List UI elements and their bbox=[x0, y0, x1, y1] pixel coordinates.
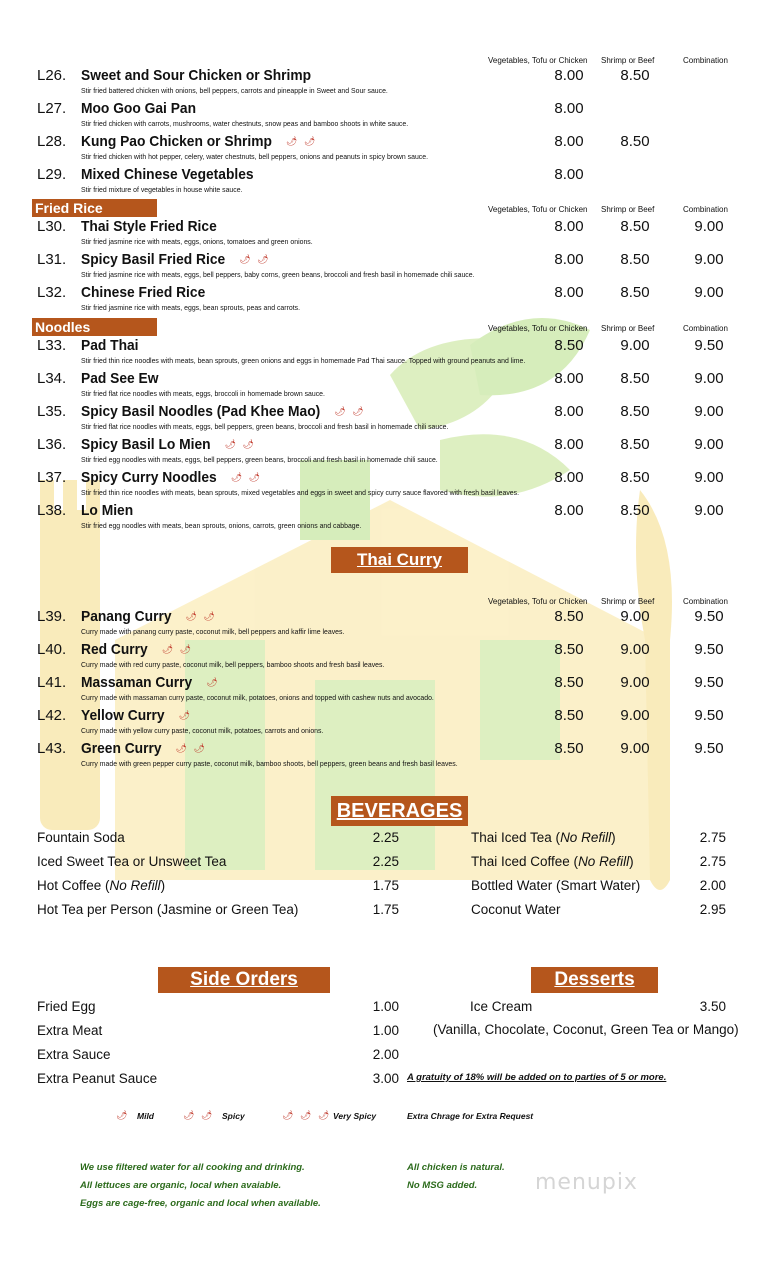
item-description: Stir fried chicken with hot pepper, celery, water chestnuts, bell peppers, onions and peanuts in spicy brown sauce. bbox=[81, 152, 428, 161]
price-shrimp: 8.50 bbox=[620, 67, 650, 84]
beverage-label: Bottled Water (Smart Water) bbox=[471, 878, 641, 893]
price-shrimp: 8.50 bbox=[620, 218, 650, 235]
price-shrimp: 9.00 bbox=[620, 740, 650, 757]
beverage-price: 2.75 bbox=[699, 830, 726, 845]
spicy-pepper-icon: 🌶 🌶 bbox=[224, 439, 256, 449]
item-name: Lo Mien bbox=[81, 502, 134, 519]
item-code: L39. bbox=[37, 608, 67, 625]
beverage-price: 2.25 bbox=[372, 830, 399, 845]
item-description: Curry made with green pepper curry paste, coconut milk, bamboo shoots, bell peppers, green beans and fresh basil leaves. bbox=[81, 759, 458, 768]
col-header-shrimp: Shrimp or Beef bbox=[601, 597, 655, 606]
item-name: Kung Pao Chicken or Shrimp bbox=[81, 133, 272, 150]
item-description: Stir fried egg noodles with meats, bean sprouts, onions, carrots, green onions and cabbage. bbox=[81, 521, 362, 530]
dessert-flavors: (Vanilla, Chocolate, Coconut, Green Tea or Mango) bbox=[433, 1022, 739, 1037]
no-refill-note: No Refill bbox=[560, 830, 612, 845]
item-code: L43. bbox=[37, 740, 67, 757]
item-code: L42. bbox=[37, 707, 67, 724]
note-lettuces: All lettuces are organic, local when avaiable. bbox=[80, 1180, 282, 1191]
side-orders-section-title: Side Orders bbox=[158, 967, 330, 993]
price-combo: 9.00 bbox=[694, 403, 724, 420]
price-combo: 9.00 bbox=[694, 284, 724, 301]
item-description: Stir fried thin rice noodles with meats, bean sprouts, mixed vegetables and eggs in sweet and spicy curry sauce flavored with fresh basil leaves. bbox=[81, 488, 519, 497]
legend-very-spicy: Very Spicy bbox=[333, 1111, 377, 1121]
spicy-pepper-icon: 🌶 🌶 bbox=[185, 611, 217, 621]
side-order-name: Extra Peanut Sauce bbox=[37, 1071, 158, 1086]
item-description: Stir fried chicken with carrots, mushrooms, water chestnuts, snow peas and bamboo shoots in white sauce. bbox=[81, 119, 409, 128]
side-order-name: Extra Sauce bbox=[37, 1047, 111, 1062]
beverage-price: 2.00 bbox=[699, 878, 726, 893]
price-shrimp: 8.50 bbox=[620, 251, 650, 268]
item-description: Stir fried battered chicken with onions, bell peppers, carrots and pineapple in Sweet and Sour sauce. bbox=[81, 86, 388, 95]
spicy-pepper-icon: 🌶 🌶 bbox=[285, 136, 318, 146]
price-veg: 8.00 bbox=[554, 284, 584, 301]
item-name: Panang Curry bbox=[81, 608, 172, 625]
col-header-veg: Vegetables, Tofu or Chicken bbox=[488, 205, 588, 214]
price-veg: 8.50 bbox=[554, 608, 584, 625]
legend-spicy: Spicy bbox=[222, 1111, 245, 1121]
col-header-combo: Combination bbox=[683, 324, 728, 333]
item-code: L32. bbox=[37, 284, 67, 301]
price-veg: 8.00 bbox=[554, 166, 584, 183]
side-order-price: 1.00 bbox=[372, 999, 399, 1014]
price-veg: 8.00 bbox=[554, 370, 584, 387]
price-veg: 8.00 bbox=[554, 218, 584, 235]
item-code: L31. bbox=[37, 251, 67, 268]
price-shrimp: 8.50 bbox=[620, 403, 650, 420]
item-description: Stir fried mixture of vegetables in house white sauce. bbox=[81, 185, 243, 194]
item-description: Curry made with yellow curry paste, coconut milk, potatoes, carrots and onions. bbox=[81, 726, 324, 735]
dessert-item-price: 3.50 bbox=[699, 999, 726, 1014]
menupix-watermark: menupix bbox=[535, 1170, 638, 1195]
side-order-name: Fried Egg bbox=[37, 999, 96, 1014]
item-code: L33. bbox=[37, 337, 67, 354]
price-combo: 9.50 bbox=[694, 707, 724, 724]
price-shrimp: 9.00 bbox=[620, 641, 650, 658]
spicy-pepper-icon: 🌶 🌶 bbox=[175, 743, 207, 753]
price-combo: 9.00 bbox=[694, 436, 724, 453]
note-filtered-water: We use filtered water for all cooking and drinking. bbox=[80, 1162, 305, 1173]
beverage-label: Thai Iced Coffee ( bbox=[471, 854, 579, 869]
spicy-pepper-icon: 🌶 🌶 bbox=[334, 406, 366, 416]
item-name: Mixed Chinese Vegetables bbox=[81, 166, 254, 183]
col-header-shrimp: Shrimp or Beef bbox=[601, 205, 655, 214]
price-veg: 8.00 bbox=[554, 67, 584, 84]
beverage-label: Coconut Water bbox=[471, 902, 561, 917]
price-veg: 8.00 bbox=[554, 133, 584, 150]
beverage-price: 1.75 bbox=[372, 878, 399, 893]
item-name: Sweet and Sour Chicken or Shrimp bbox=[81, 67, 312, 84]
price-shrimp: 8.50 bbox=[620, 436, 650, 453]
price-veg: 8.00 bbox=[554, 251, 584, 268]
pepper-very-spicy-icon: 🌶 🌶 🌶 bbox=[282, 1110, 332, 1120]
spicy-pepper-icon: 🌶 bbox=[178, 710, 193, 720]
beverage-label: Iced Sweet Tea or Unsweet Tea bbox=[37, 854, 227, 869]
item-description: Stir fried thin rice noodles with meats, bean sprouts, green onions and eggs in homemade Pad Thai sauce. Topped with ground peanuts and lime. bbox=[81, 356, 526, 365]
col-header-shrimp: Shrimp or Beef bbox=[601, 56, 655, 65]
item-code: L28. bbox=[37, 133, 67, 150]
item-code: L38. bbox=[37, 502, 67, 519]
price-shrimp: 8.50 bbox=[620, 133, 650, 150]
item-name: Thai Style Fried Rice bbox=[81, 218, 217, 235]
price-shrimp: 9.00 bbox=[620, 337, 650, 354]
beverage-label: Hot Coffee ( bbox=[37, 878, 110, 893]
beverage-label: Hot Tea per Person (Jasmine or Green Tea) bbox=[37, 902, 299, 917]
no-refill-note: No Refill bbox=[578, 854, 630, 869]
desserts-section-title: Desserts bbox=[531, 967, 658, 993]
item-name: Red Curry bbox=[81, 641, 148, 658]
col-header-combo: Combination bbox=[683, 205, 728, 214]
price-shrimp: 9.00 bbox=[620, 674, 650, 691]
price-veg: 8.50 bbox=[554, 337, 584, 354]
beverage-price: 2.25 bbox=[372, 854, 399, 869]
note-chicken: All chicken is natural. bbox=[407, 1162, 505, 1173]
beverage-name bbox=[37, 878, 165, 893]
col-header-veg: Vegetables, Tofu or Chicken bbox=[488, 56, 588, 65]
price-combo: 9.00 bbox=[694, 502, 724, 519]
price-combo: 9.00 bbox=[694, 251, 724, 268]
side-order-name: Extra Meat bbox=[37, 1023, 103, 1038]
price-combo: 9.00 bbox=[694, 218, 724, 235]
legend-mild: Mild bbox=[137, 1111, 154, 1121]
beverage-price: 2.95 bbox=[699, 902, 726, 917]
price-veg: 8.50 bbox=[554, 641, 584, 658]
item-name: Spicy Basil Fried Rice bbox=[81, 251, 226, 268]
item-code: L41. bbox=[37, 674, 67, 691]
item-name: Green Curry bbox=[81, 740, 162, 757]
dessert-item-name: Ice Cream bbox=[470, 999, 533, 1014]
price-combo: 9.00 bbox=[694, 370, 724, 387]
item-name: Spicy Curry Noodles bbox=[81, 469, 217, 486]
item-description: Stir fried jasmine rice with meats, eggs, bean sprouts, peas and carrots. bbox=[81, 303, 300, 312]
beverage-label: Thai Iced Tea ( bbox=[471, 830, 561, 845]
price-veg: 8.00 bbox=[554, 502, 584, 519]
side-order-price: 3.00 bbox=[372, 1071, 399, 1086]
side-order-price: 1.00 bbox=[372, 1023, 399, 1038]
price-shrimp: 8.50 bbox=[620, 284, 650, 301]
item-description: Curry made with red curry paste, coconut milk, bell peppers, bamboo shoots and fresh basil leaves. bbox=[81, 660, 385, 669]
item-name: Pad See Ew bbox=[81, 370, 159, 387]
item-code: L37. bbox=[37, 469, 67, 486]
beverage-name bbox=[471, 854, 634, 869]
item-code: L36. bbox=[37, 436, 67, 453]
spicy-pepper-icon: 🌶 🌶 bbox=[230, 472, 263, 482]
side-order-price: 2.00 bbox=[372, 1047, 399, 1062]
item-name: Chinese Fried Rice bbox=[81, 284, 206, 301]
price-veg: 8.50 bbox=[554, 707, 584, 724]
pepper-spicy-icon: 🌶 🌶 bbox=[183, 1110, 215, 1120]
price-veg: 8.50 bbox=[554, 674, 584, 691]
beverage-name bbox=[471, 830, 616, 845]
price-combo: 9.00 bbox=[694, 469, 724, 486]
price-shrimp: 8.50 bbox=[620, 370, 650, 387]
beverage-label-suffix: ) bbox=[611, 830, 616, 845]
item-code: L27. bbox=[37, 100, 67, 117]
item-name: Moo Goo Gai Pan bbox=[81, 100, 197, 117]
item-name: Yellow Curry bbox=[81, 707, 165, 724]
price-veg: 8.00 bbox=[554, 403, 584, 420]
gratuity-note: A gratuity of 18% will be added on to parties of 5 or more. bbox=[407, 1072, 667, 1083]
price-combo: 9.50 bbox=[694, 674, 724, 691]
item-code: L26. bbox=[37, 67, 67, 84]
beverage-name bbox=[37, 854, 226, 869]
item-code: L34. bbox=[37, 370, 67, 387]
note-msg: No MSG added. bbox=[407, 1180, 478, 1191]
price-shrimp: 8.50 bbox=[620, 469, 650, 486]
spicy-pepper-icon: 🌶 🌶 bbox=[239, 254, 271, 264]
item-code: L35. bbox=[37, 403, 67, 420]
item-description: Stir fried egg noodles with meats, eggs, bell peppers, green beans, broccoli and fresh basil in homemade chili sauce. bbox=[81, 455, 438, 464]
item-code: L40. bbox=[37, 641, 67, 658]
col-header-combo: Combination bbox=[683, 56, 728, 65]
item-description: Stir fried flat rice noodles with meats, eggs, broccoli in homemade brown sauce. bbox=[81, 389, 325, 398]
beverage-name bbox=[471, 878, 640, 893]
beverage-price: 1.75 bbox=[372, 902, 399, 917]
beverage-label-suffix: ) bbox=[629, 854, 634, 869]
item-name: Pad Thai bbox=[81, 337, 139, 354]
spicy-pepper-icon: 🌶 🌶 bbox=[161, 644, 194, 654]
price-veg: 8.50 bbox=[554, 740, 584, 757]
price-veg: 8.00 bbox=[554, 469, 584, 486]
beverage-label-suffix: ) bbox=[160, 878, 166, 893]
price-combo: 9.50 bbox=[694, 608, 724, 625]
item-description: Stir fried jasmine rice with meats, eggs, onions, tomatoes and green onions. bbox=[81, 237, 313, 246]
item-name: Spicy Basil Noodles (Pad Khee Mao) bbox=[81, 403, 321, 420]
price-shrimp: 9.00 bbox=[620, 608, 650, 625]
item-code: L29. bbox=[37, 166, 67, 183]
noodles-section-title: Noodles bbox=[32, 318, 157, 336]
item-description: Stir fried flat rice noodles with meats, eggs, bell peppers, green beans, broccoli and fresh basil in homemade chili sauce. bbox=[81, 422, 449, 431]
legend-extra-charge: Extra Chrage for Extra Request bbox=[407, 1111, 534, 1121]
thai-curry-section-title: Thai Curry bbox=[331, 547, 468, 573]
price-shrimp: 8.50 bbox=[620, 502, 650, 519]
note-eggs: Eggs are cage-free, organic and local when available. bbox=[80, 1198, 321, 1209]
item-code: L30. bbox=[37, 218, 67, 235]
price-veg: 8.00 bbox=[554, 100, 584, 117]
beverage-name bbox=[37, 830, 125, 845]
col-header-veg: Vegetables, Tofu or Chicken bbox=[488, 324, 588, 333]
spicy-pepper-icon: 🌶 bbox=[206, 677, 220, 687]
col-header-combo: Combination bbox=[683, 597, 728, 606]
no-refill-note: No Refill bbox=[109, 878, 161, 893]
beverage-price: 2.75 bbox=[699, 854, 726, 869]
item-name: Spicy Basil Lo Mien bbox=[81, 436, 211, 453]
price-shrimp: 9.00 bbox=[620, 707, 650, 724]
item-description: Curry made with massaman curry paste, coconut milk, potatoes, onions and topped with cashew nuts and avocado. bbox=[81, 693, 434, 702]
price-combo: 9.50 bbox=[694, 337, 724, 354]
col-header-veg: Vegetables, Tofu or Chicken bbox=[488, 597, 588, 606]
fried-rice-section-title: Fried Rice bbox=[32, 199, 157, 217]
item-description: Curry made with panang curry paste, coconut milk, bell peppers and kaffir lime leaves. bbox=[81, 627, 345, 636]
beverage-label: Fountain Soda bbox=[37, 830, 125, 845]
price-combo: 9.50 bbox=[694, 740, 724, 757]
col-header-shrimp: Shrimp or Beef bbox=[601, 324, 655, 333]
pepper-mild-icon: 🌶 bbox=[116, 1110, 130, 1120]
beverage-name bbox=[37, 902, 298, 917]
item-description: Stir fried jasmine rice with meats, eggs, bell peppers, baby corns, green beans, broccoli and fresh basil in homemade chili sauce. bbox=[81, 270, 475, 279]
beverage-name bbox=[471, 902, 561, 917]
price-combo: 9.50 bbox=[694, 641, 724, 658]
item-name: Massaman Curry bbox=[81, 674, 193, 691]
price-veg: 8.00 bbox=[554, 436, 584, 453]
beverages-section-title: BEVERAGES bbox=[331, 796, 468, 826]
